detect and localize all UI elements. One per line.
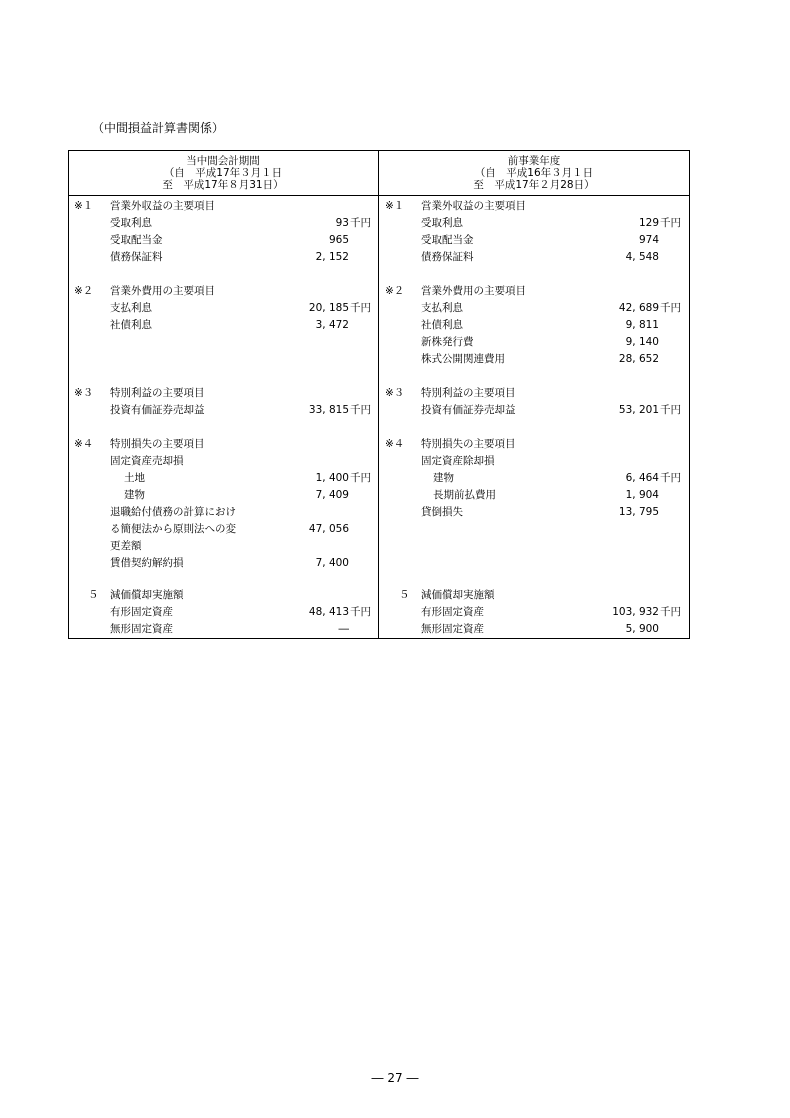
left-item-label: 退職給付債務の計算におけ bbox=[110, 506, 236, 518]
header-separator bbox=[68, 195, 690, 196]
right-item-label: 長期前払費用 bbox=[433, 489, 496, 501]
left-item-value: 2, 152 bbox=[315, 251, 349, 263]
right-group-mark: ※３ bbox=[385, 387, 405, 399]
left-item-value: 7, 400 bbox=[315, 557, 349, 569]
right-item-value: 1, 904 bbox=[625, 489, 659, 501]
left-item-label: 建物 bbox=[124, 489, 145, 501]
left-item-label: 固定資産売却損 bbox=[110, 455, 184, 467]
right-group-heading: 営業外費用の主要項目 bbox=[421, 285, 526, 297]
right-item-value: 9, 140 bbox=[625, 336, 659, 348]
right-item-label: 支払利息 bbox=[421, 302, 463, 314]
left-item-label: 土地 bbox=[124, 472, 145, 484]
section-title: （中間損益計算書関係） bbox=[92, 121, 225, 135]
left-period-to: 至 平成17年８月31日） bbox=[162, 179, 284, 191]
left-item-label: 社債利息 bbox=[110, 319, 152, 331]
right-item-unit: 千円 bbox=[660, 217, 681, 229]
left-item-unit: 千円 bbox=[350, 606, 371, 618]
left-group-mark: ※３ bbox=[74, 387, 94, 399]
left-item-label: る簡便法から原則法への変 bbox=[110, 523, 236, 535]
left-group-heading: 減価償却実施額 bbox=[110, 589, 184, 601]
right-group-mark: ※２ bbox=[385, 285, 405, 297]
right-item-value: 9, 811 bbox=[625, 319, 659, 331]
right-item-label: 固定資産除却損 bbox=[421, 455, 495, 467]
left-item-value: 47, 056 bbox=[308, 523, 349, 535]
page-number: ― 27 ― bbox=[371, 1071, 419, 1085]
right-item-label: 受取利息 bbox=[421, 217, 463, 229]
right-item-unit: 千円 bbox=[660, 472, 681, 484]
right-item-label: 投資有価証券売却益 bbox=[421, 404, 516, 416]
right-item-value: 13, 795 bbox=[618, 506, 659, 518]
right-item-value: 129 bbox=[638, 217, 659, 229]
left-item-unit: 千円 bbox=[350, 404, 371, 416]
left-group-heading: 特別利益の主要項目 bbox=[110, 387, 205, 399]
left-group-mark: ※２ bbox=[74, 285, 94, 297]
right-group-mark: ※１ bbox=[385, 200, 405, 212]
left-item-value: 48, 413 bbox=[308, 606, 349, 618]
right-item-label: 有形固定資産 bbox=[421, 606, 484, 618]
right-item-label: 社債利息 bbox=[421, 319, 463, 331]
left-item-label: 無形固定資産 bbox=[110, 623, 173, 635]
right-period-title: 前事業年度 bbox=[507, 155, 561, 167]
right-item-value: 4, 548 bbox=[625, 251, 659, 263]
right-column-header bbox=[379, 155, 689, 191]
right-item-value: 28, 652 bbox=[618, 353, 659, 365]
right-item-label: 貸倒損失 bbox=[421, 506, 463, 518]
left-item-value: 3, 472 bbox=[315, 319, 349, 331]
right-group-heading: 減価償却実施額 bbox=[421, 589, 495, 601]
left-item-value: 1, 400 bbox=[315, 472, 349, 484]
right-period-from: （自 平成16年３月１日 bbox=[474, 167, 594, 179]
left-item-value: 965 bbox=[328, 234, 349, 246]
left-item-value: 93 bbox=[335, 217, 349, 229]
left-item-label: 投資有価証券売却益 bbox=[110, 404, 205, 416]
right-item-value: 5, 900 bbox=[625, 623, 659, 635]
left-item-value: 33, 815 bbox=[308, 404, 349, 416]
left-item-label: 債務保証料 bbox=[110, 251, 163, 263]
right-item-unit: 千円 bbox=[660, 404, 681, 416]
left-item-value: ― bbox=[338, 623, 349, 635]
left-group-mark: ５ bbox=[88, 589, 99, 601]
left-item-label: 有形固定資産 bbox=[110, 606, 173, 618]
left-group-heading: 営業外収益の主要項目 bbox=[110, 200, 215, 212]
right-item-label: 無形固定資産 bbox=[421, 623, 484, 635]
right-item-value: 103, 932 bbox=[612, 606, 659, 618]
left-item-unit: 千円 bbox=[350, 472, 371, 484]
left-item-unit: 千円 bbox=[350, 302, 371, 314]
left-item-label: 賃借契約解約損 bbox=[110, 557, 184, 569]
right-item-value: 6, 464 bbox=[625, 472, 659, 484]
right-group-mark: ５ bbox=[399, 589, 410, 601]
right-item-label: 受取配当金 bbox=[421, 234, 474, 246]
right-group-mark: ※４ bbox=[385, 438, 405, 450]
right-group-heading: 特別損失の主要項目 bbox=[421, 438, 516, 450]
left-item-unit: 千円 bbox=[350, 217, 371, 229]
right-item-value: 42, 689 bbox=[618, 302, 659, 314]
right-period-to: 至 平成17年２月28日） bbox=[473, 179, 595, 191]
left-item-label: 更差額 bbox=[110, 540, 142, 552]
column-divider bbox=[378, 150, 379, 639]
left-item-label: 受取配当金 bbox=[110, 234, 163, 246]
left-column-header bbox=[68, 155, 378, 191]
left-group-heading: 営業外費用の主要項目 bbox=[110, 285, 215, 297]
left-period-title: 当中間会計期間 bbox=[186, 155, 260, 167]
left-group-heading: 特別損失の主要項目 bbox=[110, 438, 205, 450]
right-item-label: 建物 bbox=[433, 472, 454, 484]
left-group-mark: ※１ bbox=[74, 200, 94, 212]
right-item-label: 株式公開関連費用 bbox=[421, 353, 505, 365]
right-item-label: 新株発行費 bbox=[421, 336, 474, 348]
right-item-unit: 千円 bbox=[660, 606, 681, 618]
right-group-heading: 営業外収益の主要項目 bbox=[421, 200, 526, 212]
left-group-mark: ※４ bbox=[74, 438, 94, 450]
right-group-heading: 特別利益の主要項目 bbox=[421, 387, 516, 399]
left-item-value: 7, 409 bbox=[315, 489, 349, 501]
right-item-unit: 千円 bbox=[660, 302, 681, 314]
right-item-label: 債務保証料 bbox=[421, 251, 474, 263]
left-item-label: 受取利息 bbox=[110, 217, 152, 229]
left-item-label: 支払利息 bbox=[110, 302, 152, 314]
right-item-value: 974 bbox=[638, 234, 659, 246]
right-item-value: 53, 201 bbox=[618, 404, 659, 416]
left-item-value: 20, 185 bbox=[308, 302, 349, 314]
left-period-from: （自 平成17年３月１日 bbox=[163, 167, 283, 179]
